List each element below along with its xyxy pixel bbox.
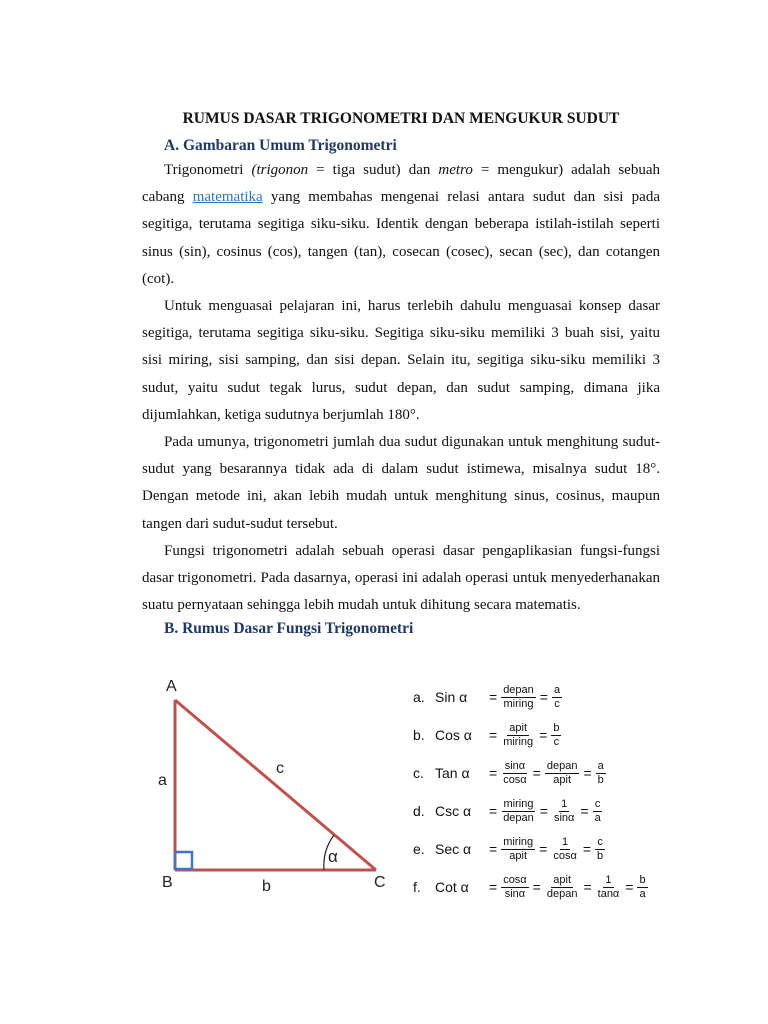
p1-text: = tiga sudut) dan xyxy=(308,162,439,178)
fraction: $\frac{a}{b}$ xyxy=(597,759,604,786)
fraction: $\frac{b}{a}$ xyxy=(639,873,646,900)
formula-name: Tan α xyxy=(435,765,470,781)
paragraph-2: Untuk menguasai pelajaran ini, harus terlebih dahulu menguasai konsep dasar segitiga, terutama segitiga siku-siku. Segitiga siku-siku memiliki 3 buah sisi, yaitu sisi miring, sisi samping, dan sisi depan. Selain itu, segitiga siku-siku memiliki 3 sudut, yaitu sudut tegak lurus, sudut depan, dan sudut samping, dimana jika dijumlahkan, ketiga sudutnya berjumlah 180°. xyxy=(142,298,660,423)
paragraph-1 xyxy=(142,157,660,293)
p1-text: Trigonometri xyxy=(164,162,252,178)
vertex-a-label: A xyxy=(166,678,177,695)
p1-italic-metro: metro xyxy=(438,162,473,178)
page-title: RUMUS DASAR TRIGONOMETRI DAN MENGUKUR SUDUT xyxy=(182,110,620,127)
formula-letter: a. xyxy=(413,689,425,705)
side-b-label: b xyxy=(262,878,271,895)
fraction: $\frac{a}{c}$ xyxy=(553,683,561,710)
side-a-label: a xyxy=(158,772,167,789)
formula-csc: d. Csc α = $\frac{\text{miring}}{\text{depan}}$ = $\frac{1}{\sin\alpha}$ = $\frac{c}{a}$ xyxy=(413,797,601,824)
right-angle-marker xyxy=(175,852,192,869)
p1-text: yang membahas mengenai relasi antara sudut dan sisi pada segitiga, terutama segitiga siku-siku. Identik dengan beberapa istilah-istilah seperti sinus (sin), cosinus (cos), tangen (tan), cosecan (cosec), secan (sec), dan cotangen (cot). xyxy=(142,189,661,287)
fraction: $\frac{\text{depan}}{\text{miring}}$ xyxy=(503,683,534,710)
side-c xyxy=(175,700,376,870)
formula-sin: a. Sin α = $\frac{\text{depan}}{\text{miring}}$ = $\frac{a}{c}$ xyxy=(413,683,561,710)
vertex-b-label: B xyxy=(162,874,173,891)
formula-letter: b. xyxy=(413,727,425,743)
formula-name: Cot α xyxy=(435,879,469,895)
fraction: $\frac{1}{\cos\alpha}$ xyxy=(553,835,577,862)
fraction: $\frac{\text{miring}}{\text{depan}}$ xyxy=(503,797,534,824)
paragraph-4: Fungsi trigonometri adalah sebuah operasi dasar pengaplikasian fungsi-fungsi dasar trigonometri. Pada dasarnya, operasi ini adalah operasi untuk menyederhanakan suatu pernyataan sehingga lebih mudah untuk dihitung secara matematis. xyxy=(142,542,660,614)
formula-tan: c. Tan α = $\frac{\sin\alpha}{\cos\alpha}$ = $\frac{\text{depan}}{\text{apit}}$ = $\frac{a}{b}$ xyxy=(413,759,604,786)
section-a-body xyxy=(142,157,660,619)
formula-letter: e. xyxy=(413,841,425,857)
formula-letter: c. xyxy=(413,765,424,781)
formula-list xyxy=(413,678,648,906)
fraction: $\frac{c}{b}$ xyxy=(597,835,604,862)
fraction: $\frac{\cos\alpha}{\sin\alpha}$ xyxy=(503,873,527,900)
formula-cot: f. Cot α = $\frac{\cos\alpha}{\sin\alpha}$ = $\frac{\text{apit}}{\text{depan}}$ = $\frac{1}{\tan\alpha}$ = $\frac{b}{a}$ xyxy=(413,873,646,900)
fraction: $\frac{1}{\sin\alpha}$ xyxy=(553,797,575,824)
side-c-label: c xyxy=(276,760,284,777)
angle-alpha-label: α xyxy=(328,847,338,866)
paragraph-3: Pada umunya, trigonometri jumlah dua sudut digunakan untuk menghitung sudut-sudut yang besarannya tidak ada di dalam sudut istimewa, misalnya sudut 18°. Dengan metode ini, akan lebih mudah untuk menghitung sinus, cosinus, maupun tangen dari sudut-sudut tersebut. xyxy=(142,434,660,532)
vertex-c-label: C xyxy=(374,874,386,891)
formula-name: Csc α xyxy=(435,803,472,819)
p1-italic-trigonon: (trigonon xyxy=(251,162,309,178)
formula-letter: f. xyxy=(413,879,421,895)
formula-name: Sec α xyxy=(435,841,472,857)
fraction: $\frac{1}{\tan\alpha}$ xyxy=(597,873,620,900)
section-a-heading: A. Gambaran Umum Trigonometri xyxy=(164,137,397,154)
formula-name: Cos α xyxy=(435,727,472,743)
fraction: $\frac{b}{c}$ xyxy=(553,721,560,748)
formula-name: Sin α xyxy=(435,689,468,705)
matematika-link[interactable]: matematika xyxy=(192,189,263,206)
fraction: $\frac{\text{apit}}{\text{depan}}$ xyxy=(546,873,578,900)
p1-text: = mengukur) adalah sebuah cabang xyxy=(142,162,660,206)
fraction: $\frac{\text{apit}}{\text{miring}}$ xyxy=(503,721,534,748)
formula-cos: b. Cos α = $\frac{\text{apit}}{\text{miring}}$ = $\frac{b}{c}$ xyxy=(413,721,560,748)
formula-letter: d. xyxy=(413,803,425,819)
triangle-diagram xyxy=(150,670,400,900)
formula-sec: e. Sec α = $\frac{\text{miring}}{\text{apit}}$ = $\frac{1}{\cos\alpha}$ = $\frac{c}{b}$ xyxy=(413,835,604,862)
fraction: $\frac{c}{a}$ xyxy=(594,797,601,824)
section-b-heading: B. Rumus Dasar Fungsi Trigonometri xyxy=(164,620,414,637)
fraction: $\frac{\text{miring}}{\text{apit}}$ xyxy=(503,835,534,862)
fraction: $\frac{\text{depan}}{\text{apit}}$ xyxy=(546,759,578,786)
fraction: $\frac{\sin\alpha}{\cos\alpha}$ xyxy=(503,759,527,786)
